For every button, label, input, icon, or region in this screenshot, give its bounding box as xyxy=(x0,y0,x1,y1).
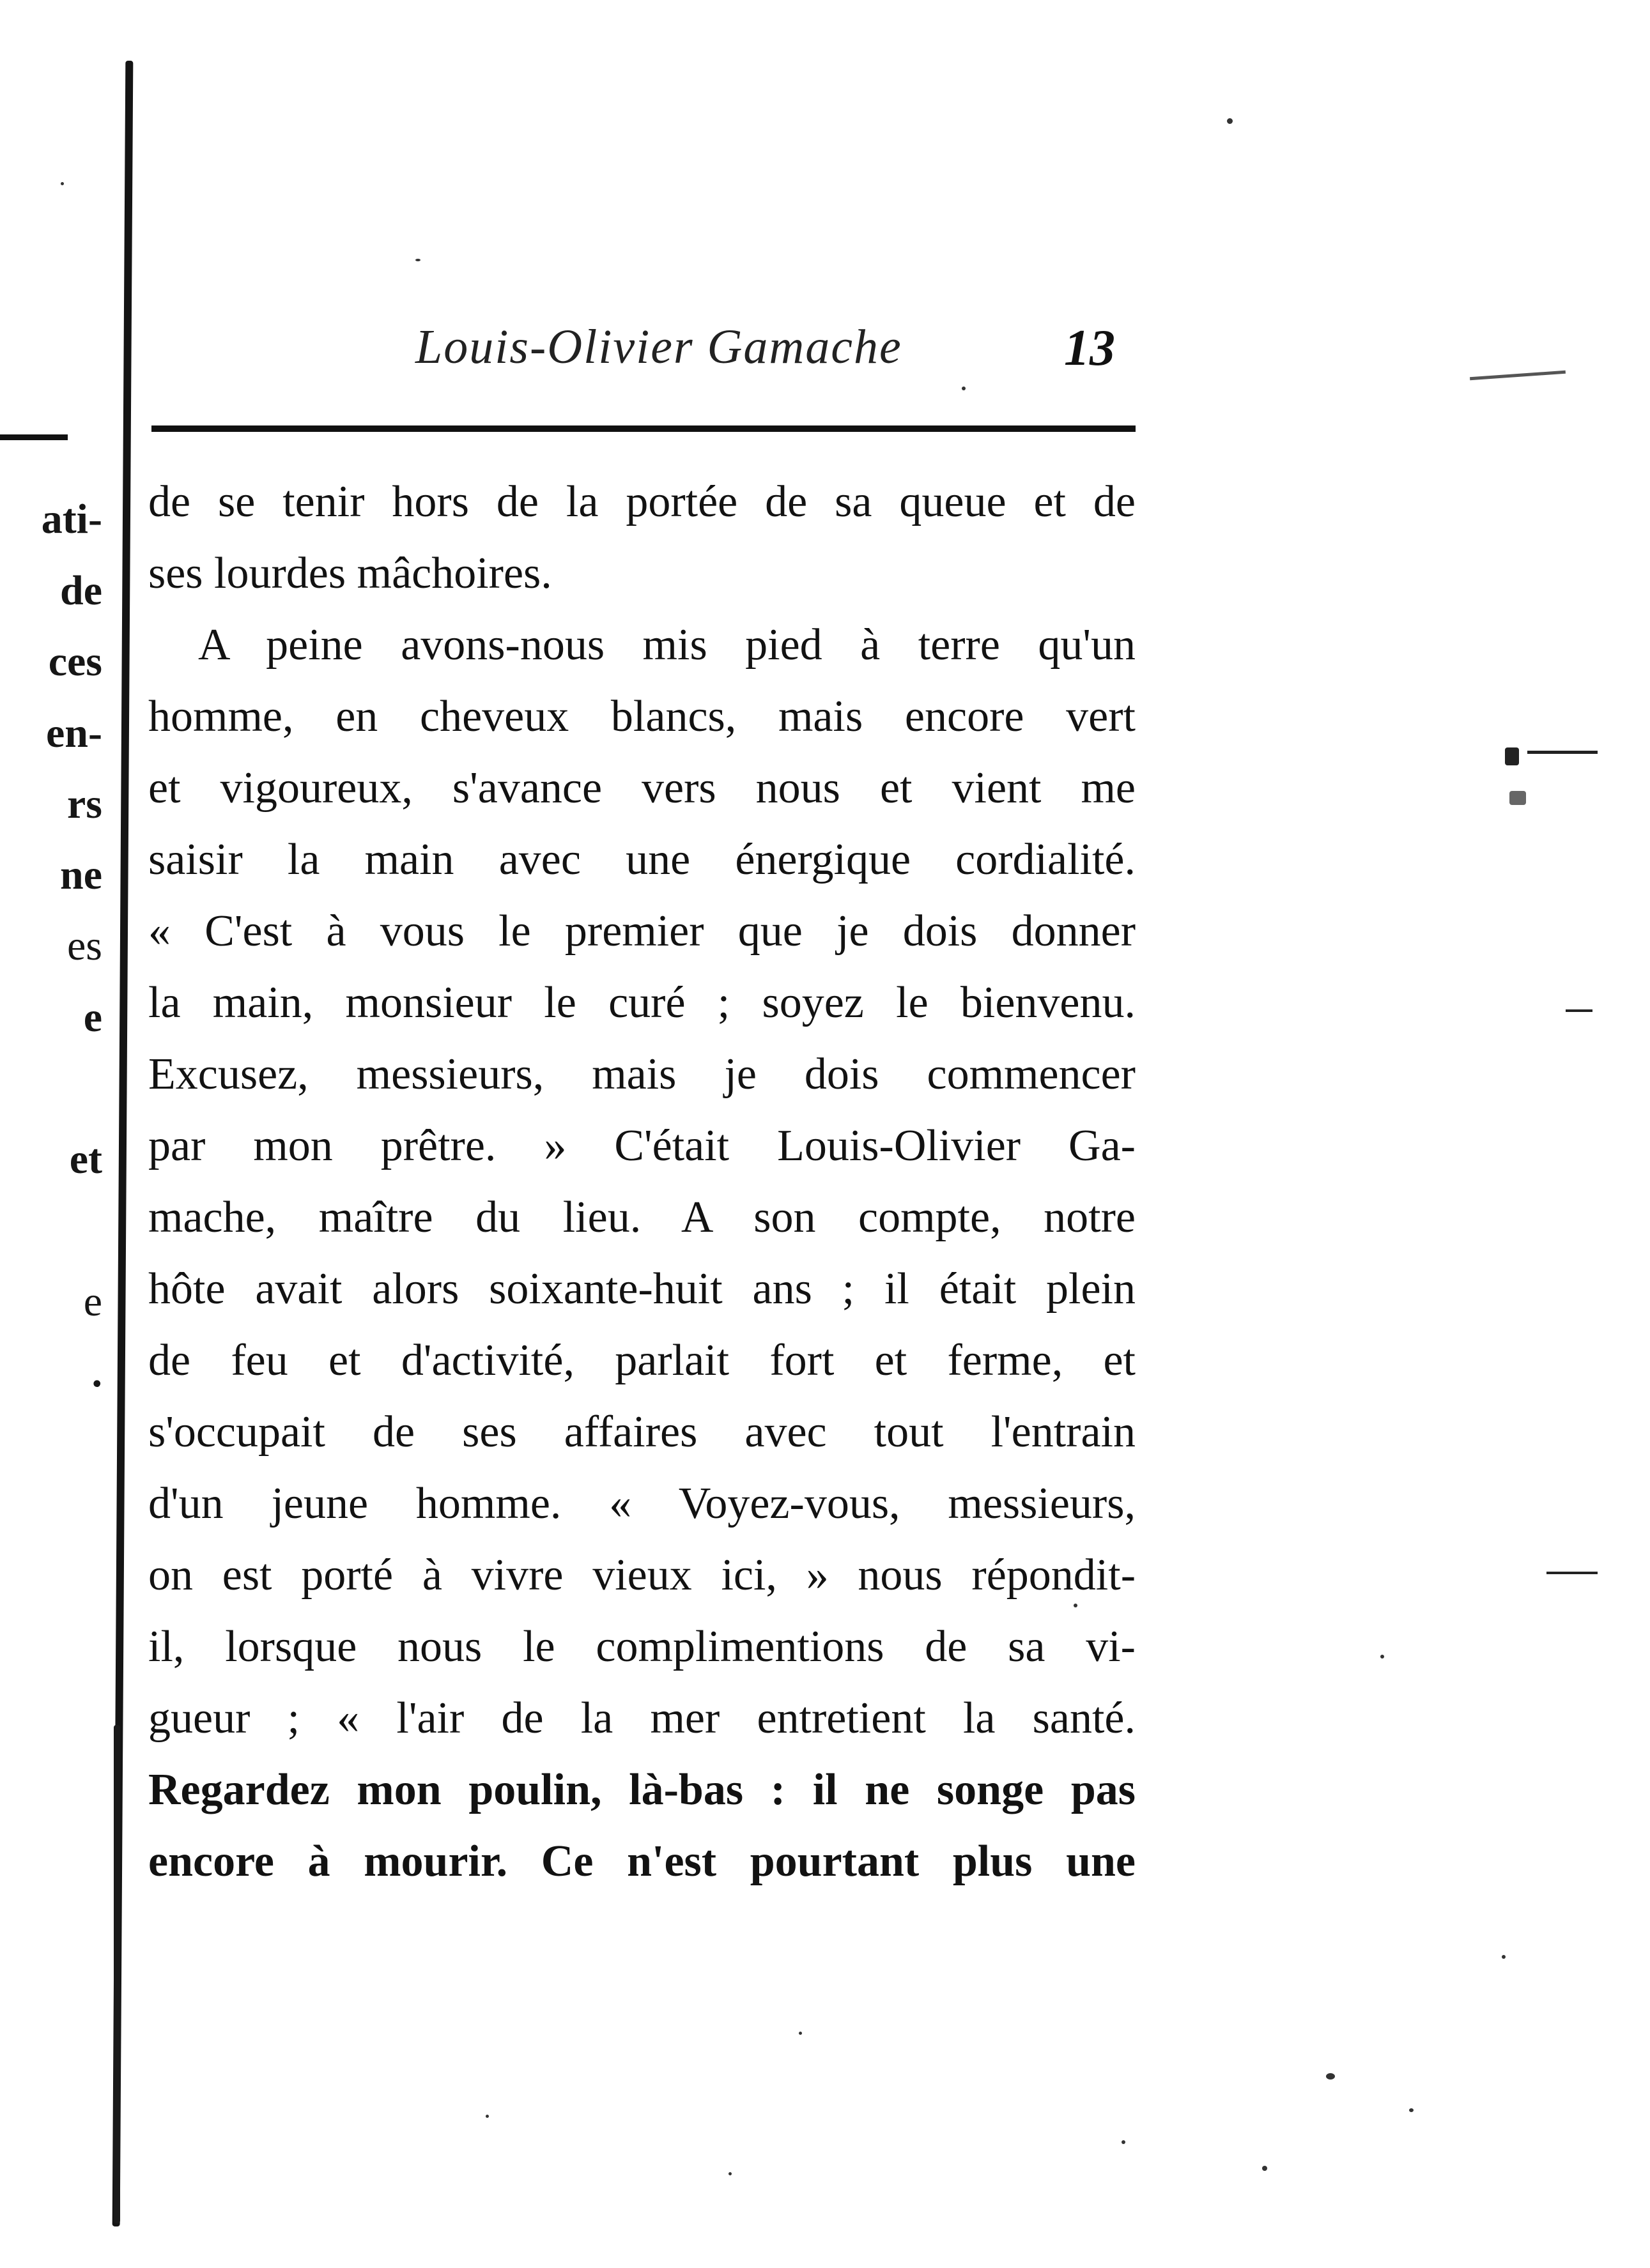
text-line: ses lourdes mâchoires. xyxy=(148,549,552,598)
margin-mark xyxy=(1546,1572,1598,1574)
facing-page-text: en- xyxy=(46,712,102,755)
text-line: d'un jeune homme. « Voyez-vous, messieurs, xyxy=(148,1479,1136,1528)
text-line: par mon prêtre. » C'était Louis-Olivier Ga- xyxy=(148,1121,1136,1170)
text-line: la main, monsieur le curé ; soyez le bienvenu. xyxy=(148,978,1136,1027)
facing-page-text: . xyxy=(91,1352,102,1394)
text-line: A peine avons-nous mis pied à terre qu'un xyxy=(198,620,1136,670)
facing-page-text: ne xyxy=(60,854,102,896)
scan-speck xyxy=(61,182,64,185)
body-text xyxy=(148,466,1136,1897)
margin-mark xyxy=(1470,371,1566,380)
scan-speck xyxy=(729,2172,732,2175)
running-head xyxy=(153,319,1137,390)
facing-page-text: rs xyxy=(67,783,102,825)
text-line: de se tenir hors de la portée de sa queue et de xyxy=(148,477,1136,526)
scan-speck xyxy=(1380,1655,1384,1659)
text-line: saisir la main avec une énergique cordialité. xyxy=(148,835,1136,884)
scan-speck xyxy=(1502,1955,1506,1959)
text-line: Excusez, messieurs, mais je dois commencer xyxy=(148,1050,1136,1099)
scan-speck xyxy=(799,2032,802,2035)
facing-page-fragment xyxy=(0,0,109,2268)
text-line: Regardez mon poulin, là-bas : il ne songe pas xyxy=(148,1765,1136,1814)
facing-page-text: es xyxy=(67,925,102,967)
margin-mark xyxy=(1527,751,1598,754)
scan-speck xyxy=(415,259,420,261)
scan-speck xyxy=(486,2115,489,2118)
header-rule xyxy=(151,425,1136,432)
scan-speck xyxy=(1262,2166,1267,2171)
text-line: encore à mourir. Ce n'est pourtant plus une xyxy=(148,1837,1136,1886)
text-line: de feu et d'activité, parlait fort et ferme, et xyxy=(148,1336,1136,1385)
text-line: mache, maître du lieu. A son compte, notre xyxy=(148,1193,1136,1242)
facing-page-text: e xyxy=(83,1281,102,1323)
facing-page-text: de xyxy=(60,570,102,612)
page-number: 13 xyxy=(1064,320,1115,376)
scan-speck xyxy=(1074,1604,1077,1607)
facing-page-text: et xyxy=(69,1138,102,1181)
text-line: s'occupait de ses affaires avec tout l'entrain xyxy=(148,1407,1136,1457)
text-line: homme, en cheveux blancs, mais encore vert xyxy=(148,692,1136,741)
text-line: gueur ; « l'air de la mer entretient la santé. xyxy=(148,1694,1136,1743)
scan-speck xyxy=(1227,118,1233,124)
facing-page-text: ces xyxy=(48,641,102,683)
margin-mark xyxy=(1505,747,1519,765)
scan-speck xyxy=(1326,2073,1335,2080)
text-line: « C'est à vous le premier que je dois donner xyxy=(148,907,1136,956)
scan-speck xyxy=(962,387,966,390)
scan-speck xyxy=(1409,2108,1414,2112)
facing-page-text: ati- xyxy=(41,498,102,540)
text-line: hôte avait alors soixante-huit ans ; il était plein xyxy=(148,1264,1136,1314)
text-line: on est porté à vivre vieux ici, » nous répondit- xyxy=(148,1551,1136,1600)
scan-speck xyxy=(1122,2140,1125,2144)
margin-mark xyxy=(1566,1009,1592,1012)
text-line: et vigoureux, s'avance vers nous et vient me xyxy=(148,763,1136,813)
running-title: Louis-Olivier Gamache xyxy=(415,320,902,374)
binding-rule-lower xyxy=(114,1725,120,2223)
text-line: il, lorsque nous le complimentions de sa vi- xyxy=(148,1622,1136,1671)
facing-page-text: e xyxy=(83,997,102,1039)
facing-page-rule xyxy=(0,434,68,440)
margin-mark xyxy=(1509,791,1526,805)
